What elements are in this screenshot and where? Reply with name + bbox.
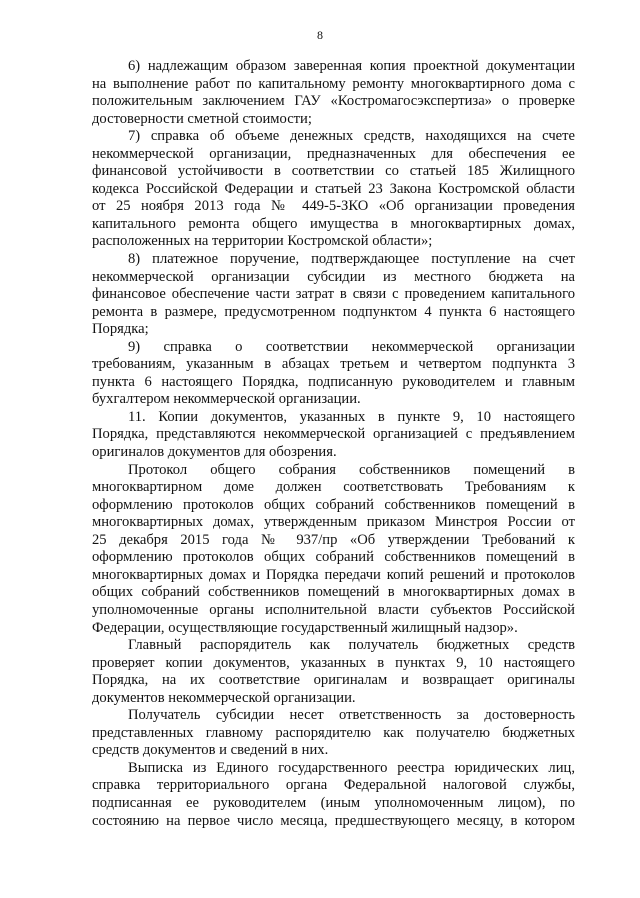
text-line: бухгалтером некоммерческой организации. <box>92 391 361 408</box>
paragraph-item-7 <box>92 128 575 251</box>
paragraph-item-9 <box>92 339 575 409</box>
text-line: уполномоченные органы исполнительной власти субъектов Российской <box>92 601 575 618</box>
text-line: достоверности сметной стоимости; <box>92 110 312 127</box>
page-number: 8 <box>317 28 323 42</box>
text-line: положительным заключением ГАУ «Костромагосэкспертиза» о проверке <box>92 93 575 110</box>
text-line: Протокол общего собрания собственников помещений в <box>128 461 575 478</box>
text-line: Главный распорядитель как получатель бюджетных средств <box>128 637 575 654</box>
text-line: Федерации, осуществляющие государственный жилищный надзор». <box>92 619 518 636</box>
text-line: на выполнение работ по капитальному ремонту многоквартирного дома с <box>92 75 575 92</box>
text-line: общих собраний собственников помещений в многоквартирных домах в <box>92 584 575 601</box>
paragraph-extract <box>92 760 575 830</box>
text-line: Порядка, на их соответствие оригиналам и возвращает оригиналы <box>92 672 575 689</box>
paragraph-protocol <box>92 462 575 637</box>
text-line: оформлению протоколов общих собраний собственников помещений в <box>92 549 575 566</box>
text-line: представленных главному распорядителю как получателю бюджетных <box>92 724 575 741</box>
text-line: финансовой устойчивости в соответствии со статьей 185 Жилищного <box>92 163 575 180</box>
text-line: Получатель субсидии несет ответственность за достоверность <box>128 707 575 724</box>
text-line: многоквартирных домах и Порядка передачи копий решений и протоколов <box>92 566 575 583</box>
text-line: многоквартирном доме должен соответствовать Требованиям к <box>92 479 575 496</box>
text-line: документов некоммерческой организации. <box>92 689 356 706</box>
text-line: оригиналов документов для обозрения. <box>92 444 337 461</box>
text-line: капитального ремонта общего имущества в многоквартирных домах, <box>92 215 575 232</box>
text-line: 9) справка о соответствии некоммерческой организации <box>128 338 575 355</box>
text-line: проверяет копии документов, указанных в пунктах 9, 10 настоящего <box>92 654 575 671</box>
text-line: требованиям, указанным в абзацах третьем и четвертом подпункта 3 <box>92 356 575 373</box>
text-line: кодекса Российской Федерации и статьей 23 Закона Костромской области <box>92 180 575 197</box>
paragraph-item-6 <box>92 58 575 128</box>
text-line: 6) надлежащим образом заверенная копия проектной документации <box>128 58 575 74</box>
paragraph-item-8 <box>92 251 575 339</box>
paragraph-recipient <box>92 707 575 760</box>
text-line: средств документов и сведений в них. <box>92 742 329 759</box>
text-line: 11. Копии документов, указанных в пункте 9, 10 настоящего <box>128 408 575 425</box>
paragraph-main-manager <box>92 637 575 707</box>
paragraph-point-11 <box>92 409 575 462</box>
text-line: Выписка из Единого государственного реестра юридических лиц, <box>128 759 575 776</box>
text-line: подписанная ее руководителем (иным уполномоченным лицом), по <box>92 794 575 811</box>
text-line: 25 декабря 2015 года № 937/пр «Об утверждении Требований к <box>92 531 575 548</box>
text-line: пункта 6 настоящего Порядка, подписанную руководителем и главным <box>92 373 575 390</box>
text-line: расположенных на территории Костромской области»; <box>92 233 433 250</box>
text-line: некоммерческой организации субсидии из местного бюджета на <box>92 268 575 285</box>
document-body <box>92 58 575 830</box>
text-line: справка территориального органа Федеральной налоговой службы, <box>92 777 575 794</box>
text-line: ремонта в размере, предусмотренном подпунктом 4 пункта 6 настоящего <box>92 303 575 320</box>
text-line: состоянию на первое число месяца, предшествующего месяцу, в котором <box>92 812 575 829</box>
text-line: многоквартирных домах, утвержденным приказом Минстроя России от <box>92 514 575 531</box>
text-line: Порядка; <box>92 321 149 338</box>
text-line: финансовое обеспечение части затрат в связи с проведением капитального <box>92 286 575 303</box>
text-line: от 25 ноября 2013 года № 449-5-ЗКО «Об организации проведения <box>92 198 575 215</box>
text-line: оформлению протоколов общих собраний собственников помещений в <box>92 496 575 513</box>
text-line: некоммерческой организации, предназначенных для обеспечения ее <box>92 145 575 162</box>
text-line: Порядка, представляются некоммерческой организацией с предъявлением <box>92 426 575 443</box>
text-line: 7) справка об объеме денежных средств, находящихся на счете <box>128 128 575 145</box>
text-line: 8) платежное поручение, подтверждающее поступление на счет <box>128 251 575 268</box>
